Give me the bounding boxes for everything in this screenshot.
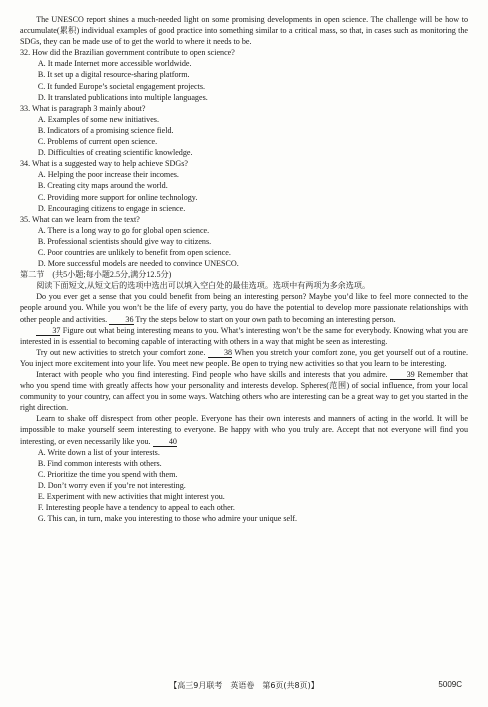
paragraph-text: Try out new activities to stretch your comfort zone.: [36, 347, 206, 357]
blank-40: 40: [153, 437, 177, 447]
option-d: D. It translated publications into multiple languages.: [37, 92, 208, 102]
blank-38: 38: [208, 348, 232, 358]
paragraph-text: Learn to shake off disrespect from other people. Everyone has their own interests and manners of acting in the world. It will be impossible to make yourself seem interesting to everyone. Be happy with who you truly are. Accept that not everyone will find you interesting, or even necessarily like you.: [20, 414, 468, 446]
paragraph-text: Figure out what being interesting means to you. What’s interesting won’t be the same for everybody. Knowing what you are interested in is essential to becoming capable of interacting with others in a way that might be seen as interesting.: [20, 325, 468, 346]
option-a: A. Helping the poor increase their incomes.: [37, 170, 179, 180]
question-stem: 34. What is a suggested way to help achieve SDGs?: [20, 159, 188, 169]
page-footer: [0, 680, 488, 694]
option-d: D. Encouraging citizens to engage in science.: [37, 203, 186, 213]
paragraph-text: Try the steps below to start on your own path to becoming an interesting person.: [135, 314, 396, 324]
passage-paragraph-4: [20, 369, 468, 413]
question-stem: 32. How did the Brazilian government contribute to open science?: [20, 48, 235, 58]
option-b: B. Indicators of a promising science field.: [37, 125, 174, 135]
question-34: [20, 158, 468, 213]
option-c: C. Providing more support for online technology.: [37, 192, 198, 202]
passage-paragraph-2: [20, 325, 468, 347]
option-c: C. Prioritize the time you spend with them.: [37, 469, 178, 479]
question-stem: 33. What is paragraph 3 mainly about?: [20, 103, 146, 113]
option-c: C. It funded Europe’s societal engagement projects.: [37, 81, 206, 91]
reading-passage-end: The UNESCO report shines a much-needed light on some promising developments in open science. The challenge will be how to accumulate(累积) individual examples of good practice into something similar to a critical mass, so that, in cases such as monitoring the SDGs, they can be made use of to get the world to where it needs to be.: [20, 15, 468, 47]
paragraph-text: Do you ever get a sense that you could benefit from being an interesting person? Maybe you’d like to feel more connected to the people around you. While you won’t be the life of every party, you do have the potential to develop more passionate relationships with other people and activities.: [20, 292, 468, 324]
passage-paragraph-3: [20, 347, 468, 369]
option-b: B. Professional scientists should give way to citizens.: [37, 236, 212, 246]
option-a: A. There is a long way to go for global open science.: [37, 225, 210, 235]
paragraph-text: When you stretch your comfort zone, you get yourself out of a routine. You inject more excitement into your life. You meet new people. Be open to trying new activities so that you learn to be interesting.: [20, 347, 468, 368]
question-32: [20, 47, 468, 102]
option-d: D. More successful models are needed to convince UNESCO.: [37, 259, 239, 269]
blank-39: 39: [390, 370, 414, 380]
option-d: D. Don’t worry even if you’re not interesting.: [37, 480, 186, 490]
paragraph-text: Interact with people who you find interesting. Find people who have skills and interests that you admire.: [36, 370, 388, 379]
option-d: D. Difficulties of creating scientific knowledge.: [37, 148, 193, 158]
option-b: B. It set up a digital resource-sharing platform.: [37, 70, 190, 80]
option-g: G. This can, in turn, make you interesting to those who admire your unique self.: [37, 514, 298, 524]
section-heading: 第二节 (共5小题;每小题2.5分,满分12.5分): [20, 270, 172, 280]
blank-36: 36: [109, 315, 133, 325]
passage-paragraph-5: [20, 413, 468, 446]
answer-options: [20, 447, 468, 525]
footer-exam-code: 5009C: [438, 680, 462, 689]
option-b: B. Find common interests with others.: [37, 458, 162, 468]
question-33: [20, 103, 468, 158]
passage-paragraph-1: [20, 291, 468, 324]
option-c: C. Poor countries are unlikely to benefit from open science.: [37, 247, 231, 257]
blank-37: 37: [36, 326, 60, 336]
option-a: A. It made Internet more accessible worldwide.: [37, 59, 192, 69]
question-stem: 35. What can we learn from the text?: [20, 214, 140, 224]
option-e: E. Experiment with new activities that might interest you.: [37, 492, 225, 502]
footer-page-info: 【高三9月联考 英语卷 第6页(共8页)】: [169, 681, 319, 690]
question-35: [20, 214, 468, 269]
option-b: B. Creating city maps around the world.: [37, 181, 168, 191]
option-a: A. Write down a list of your interests.: [37, 447, 160, 457]
option-f: F. Interesting people have a tendency to appeal to each other.: [37, 503, 235, 513]
option-c: C. Problems of current open science.: [37, 137, 158, 147]
section-instruction: 阅读下面短文,从短文后的选项中选出可以填入空白处的最佳选项。选项中有两项为多余选项。: [36, 281, 371, 291]
paragraph-text: Remember that who you spend time with greatly affects how your personality and interests develop. Spheres(范围) of social influence, from your local community to your country, can affect you in some ways. Watching others who are interesting can be a great way to get you started in the right direction.: [20, 370, 468, 413]
option-a: A. Examples of some new initiatives.: [37, 114, 159, 124]
